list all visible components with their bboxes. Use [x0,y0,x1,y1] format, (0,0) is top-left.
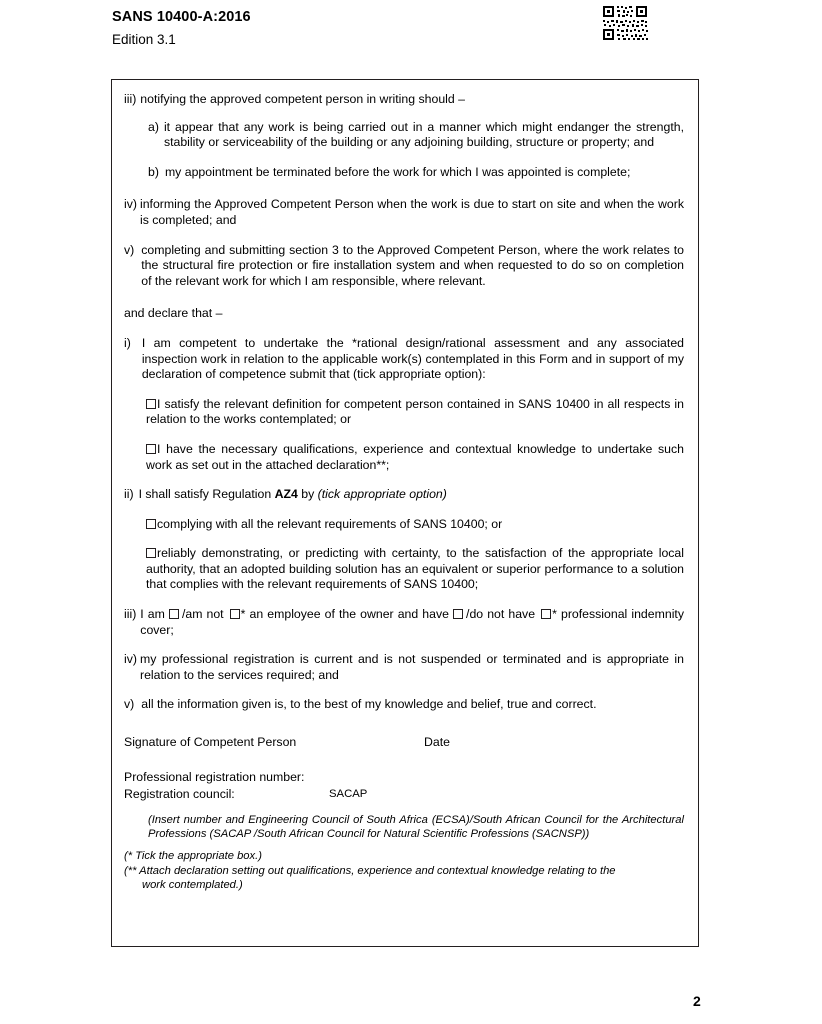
signature-label: Signature of Competent Person [124,735,297,750]
footnotes [124,849,684,893]
clause-v-text: completing and submitting section 3 to the Approved Competent Person, where the work relates to the structural fire protection or fire installation system and when requested to do so on completion of the relevant work for which I am responsible, where relevant. [141,242,684,288]
option-reliably-demonstrating-label: reliably demonstrating, or predicting with certainty, to the satisfaction of the appropriate local authority, that an adopted building solution has an equivalent or superior performance to a solution that complies with the relevant requirements of SANS 10400; [146,546,684,592]
date-label: Date [424,735,450,750]
declaration-form-box [111,79,699,947]
declaration-iii-seg1: I am [140,607,169,622]
clause-iii-b [148,165,684,181]
declaration-iv [124,652,684,683]
declaration-i [124,336,684,383]
clause-iv [124,197,684,228]
option-complying[interactable] [146,517,684,533]
declaration-iii-seg3: * an employee of the owner and have [240,607,454,622]
edition-label: Edition 3.1 [112,32,176,47]
footnote-attach-declaration-cont: work contemplated.) [142,879,243,892]
standard-code: SANS 10400-A:2016 [112,9,251,25]
declaration-i-marker: i) [124,335,131,350]
qr-code-icon [601,4,649,42]
clause-iii-marker: iii) [124,92,137,106]
option-reliably-demonstrating[interactable] [146,546,684,593]
option-qualifications[interactable] [146,442,684,473]
declaration-ii-part1: I shall satisfy Regulation [138,487,275,502]
clause-iii-text: notifying the approved competent person in writing should – [140,92,465,106]
checkbox-icon[interactable] [146,444,156,454]
declaration-v-marker: v) [124,697,135,712]
declaration-iii-text [140,607,684,638]
declaration-iv-text: my professional registration is current and is not suspended or terminated and is appropriate in relation to the services required; and [139,652,684,682]
clause-v [124,243,684,290]
clause-iii [124,92,684,108]
declaration-iii-marker: iii) [124,607,137,622]
declaration-iii-seg5: * professional indemnity cover; [140,607,684,637]
declaration-ii-hint: (tick appropriate option) [317,487,447,502]
declaration-i-text: I am competent to undertake the *rational design/rational assessment and any associated inspection work in relation to the applicable work(s) contemplated in this Form and in support of my declaration of competence submit that (tick appropriate option): [141,335,684,382]
declaration-ii [124,487,684,503]
option-complying-label: complying with all the relevant requirements of SANS 10400; or [157,516,503,531]
declare-intro: and declare that – [124,306,223,321]
declaration-iii-seg2: /am not [181,607,228,622]
declaration-iv-marker: iv) [124,652,137,667]
declaration-ii-text [139,487,684,503]
clause-iii-a [148,120,684,151]
professional-registration-line [124,769,684,786]
option-qualifications-label: I have the necessary qualifications, experience and contextual knowledge to undertake such work as set out in the attached declaration**; [146,441,684,472]
footnote-tick-box: (* Tick the appropriate box.) [124,850,262,863]
clause-iii-b-marker: b) [148,164,159,179]
checkbox-icon[interactable] [146,399,156,409]
signature-row [124,735,684,749]
insert-number-note: (Insert number and Engineering Council of South Africa (ECSA)/South African Council for the Architectural Professions (SACAP /South African Council for Natural Scientific Professions (SACNSP)) [148,814,684,841]
declaration-iii [124,607,684,638]
declaration-ii-marker: ii) [124,487,134,502]
clause-iii-b-text: my appointment be terminated before the work for which I was appointed is complete; [164,164,631,179]
declaration-ii-part2: by [297,487,318,502]
regulation-code: AZ4 [274,487,298,502]
option-satisfy-definition-label: I satisfy the relevant definition for competent person contained in SANS 10400 in all respects in relation to the works contemplated; or [146,396,684,427]
page-number: 2 [693,993,701,1009]
clause-v-marker: v) [124,242,135,257]
clause-iv-text: informing the Approved Competent Person when the work is due to start on site and when the work is completed; and [139,197,684,227]
checkbox-icon[interactable] [146,548,156,558]
checkbox-icon[interactable] [453,609,463,619]
checkbox-icon[interactable] [541,609,551,619]
checkbox-icon[interactable] [146,519,156,529]
option-satisfy-definition[interactable] [146,397,684,428]
declaration-v [124,697,684,713]
clause-iii-a-text: it appear that any work is being carried out in a manner which might endanger the strength, stability or serviceability of the building or any adjoining building, structure or property; and [163,119,684,150]
registration-block [124,769,684,803]
registration-council-line [124,786,684,803]
footnote-attach-declaration: (** Attach declaration setting out qualifications, experience and contextual knowledge relating to the [124,864,616,877]
checkbox-icon[interactable] [230,609,240,619]
declaration-iii-seg4: /do not have [466,607,540,622]
clause-iii-a-marker: a) [148,119,159,134]
declaration-v-text: all the information given is, to the best of my knowledge and belief, true and correct. [141,697,597,712]
registration-council-value: SACAP [329,788,368,801]
professional-registration-label: Professional registration number: [124,770,305,785]
registration-council-label: Registration council: [124,787,235,802]
clause-iv-marker: iv) [124,197,137,212]
checkbox-icon[interactable] [169,609,179,619]
